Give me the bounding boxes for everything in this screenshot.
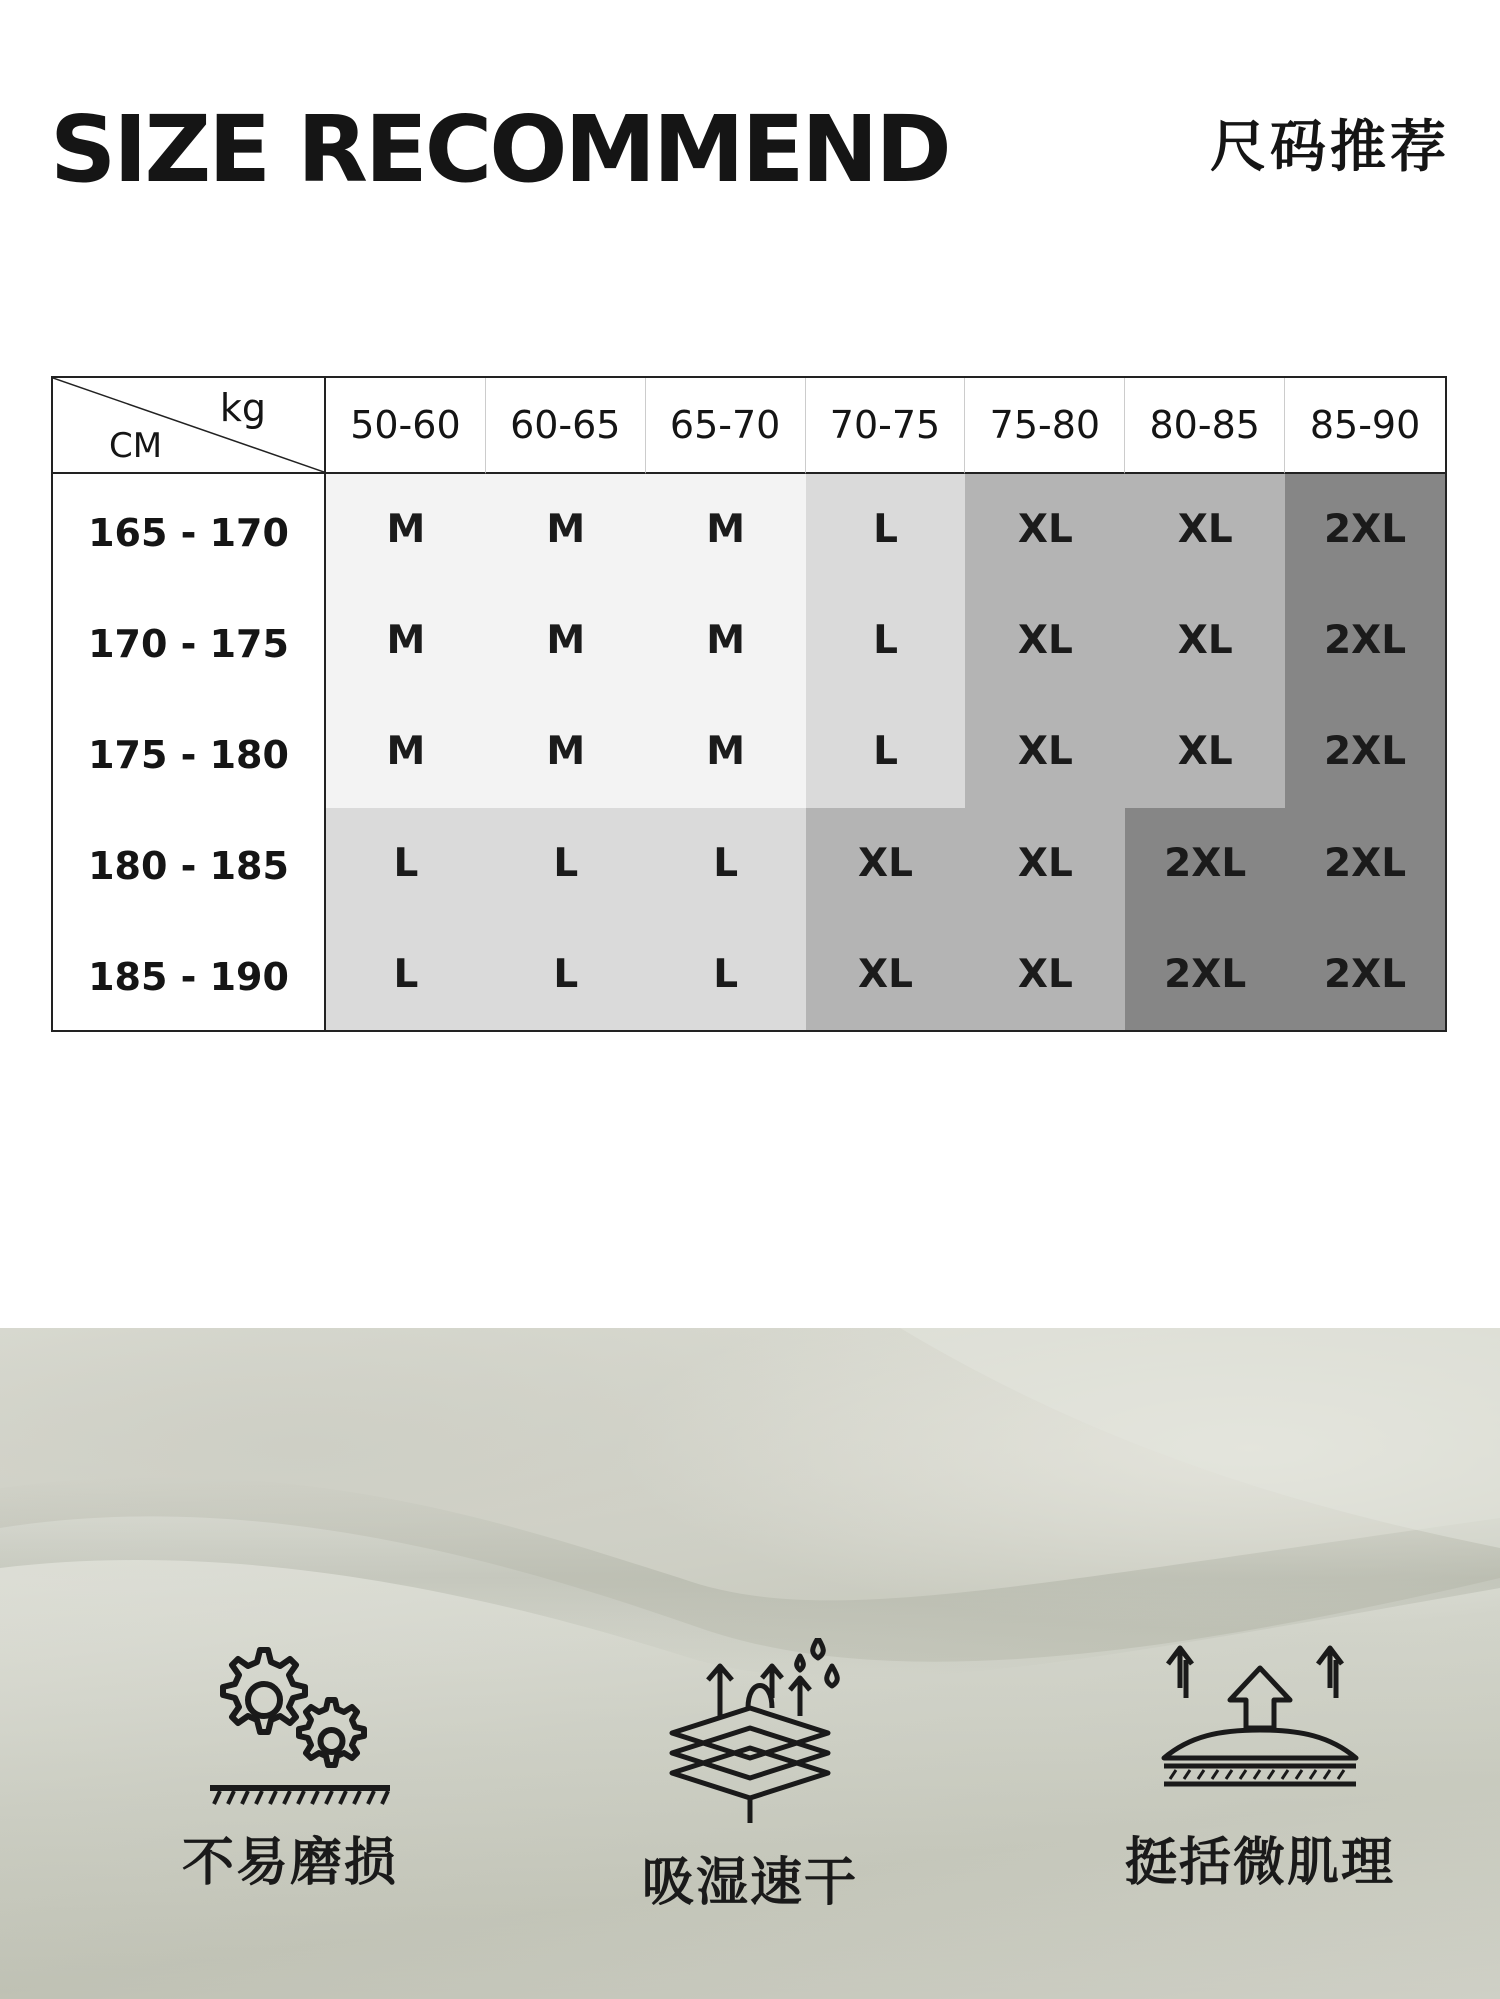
size-cell: M: [486, 696, 646, 807]
size-cell: L: [806, 585, 966, 696]
size-cell: M: [646, 585, 806, 696]
size-cell: L: [326, 808, 486, 919]
table-corner-header: [53, 378, 326, 474]
size-cell: M: [326, 696, 486, 807]
feature-label: 不易磨损: [181, 1833, 398, 1893]
size-cell: XL: [965, 919, 1125, 1030]
size-cell: L: [806, 474, 966, 585]
moisture-wicking-layers-icon: [650, 1638, 850, 1828]
height-range-header: 175 - 180: [53, 696, 326, 807]
weight-range-header: 85-90: [1285, 378, 1445, 474]
feature-wear-resistant: [110, 1638, 470, 1895]
size-cell: 2XL: [1285, 808, 1445, 919]
height-axis-label: CM: [109, 426, 163, 466]
size-cell: L: [486, 919, 646, 1030]
height-range-header: 170 - 175: [53, 585, 326, 696]
feature-label: 挺括微肌理: [1124, 1833, 1395, 1893]
height-range-header: 165 - 170: [53, 474, 326, 585]
crisp-texture-arrows-icon: [1150, 1638, 1370, 1808]
size-cell: XL: [965, 585, 1125, 696]
size-cell: XL: [965, 808, 1125, 919]
size-cell: 2XL: [1285, 696, 1445, 807]
fabric-background: [0, 1328, 1500, 1999]
size-cell: 2XL: [1125, 808, 1285, 919]
weight-axis-label: kg: [219, 386, 266, 430]
size-cell: XL: [1125, 696, 1285, 807]
size-cell: 2XL: [1285, 919, 1445, 1030]
diagonal-divider: [53, 378, 324, 472]
weight-range-header: 70-75: [806, 378, 966, 474]
size-cell: XL: [965, 696, 1125, 807]
size-cell: XL: [1125, 585, 1285, 696]
size-cell: L: [326, 919, 486, 1030]
weight-range-header: 75-80: [965, 378, 1125, 474]
size-cell: L: [646, 919, 806, 1030]
feature-crisp-texture: [1080, 1638, 1440, 1895]
height-range-header: 180 - 185: [53, 808, 326, 919]
size-cell: XL: [806, 808, 966, 919]
page-title-chinese: 尺码推荐: [1210, 115, 1450, 180]
weight-range-header: 50-60: [326, 378, 486, 474]
page-title: SIZE RECOMMEND: [50, 96, 949, 203]
size-cell: XL: [1125, 474, 1285, 585]
height-range-header: 185 - 190: [53, 919, 326, 1030]
size-cell: M: [646, 696, 806, 807]
size-cell: M: [646, 474, 806, 585]
size-cell: M: [326, 474, 486, 585]
size-cell: XL: [806, 919, 966, 1030]
size-cell: 2XL: [1285, 585, 1445, 696]
feature-label: 吸湿速干: [641, 1853, 858, 1913]
size-cell: L: [806, 696, 966, 807]
size-cell: L: [646, 808, 806, 919]
weight-range-header: 80-85: [1125, 378, 1285, 474]
size-cell: M: [486, 585, 646, 696]
feature-moisture-wicking: [570, 1638, 930, 1915]
size-cell: XL: [965, 474, 1125, 585]
size-cell: L: [486, 808, 646, 919]
size-cell: M: [486, 474, 646, 585]
size-cell: 2XL: [1125, 919, 1285, 1030]
gears-wear-resistant-icon: [190, 1638, 390, 1808]
size-cell: M: [326, 585, 486, 696]
weight-range-header: 65-70: [646, 378, 806, 474]
weight-range-header: 60-65: [486, 378, 646, 474]
size-chart-table: [51, 376, 1447, 1032]
size-cell: 2XL: [1285, 474, 1445, 585]
